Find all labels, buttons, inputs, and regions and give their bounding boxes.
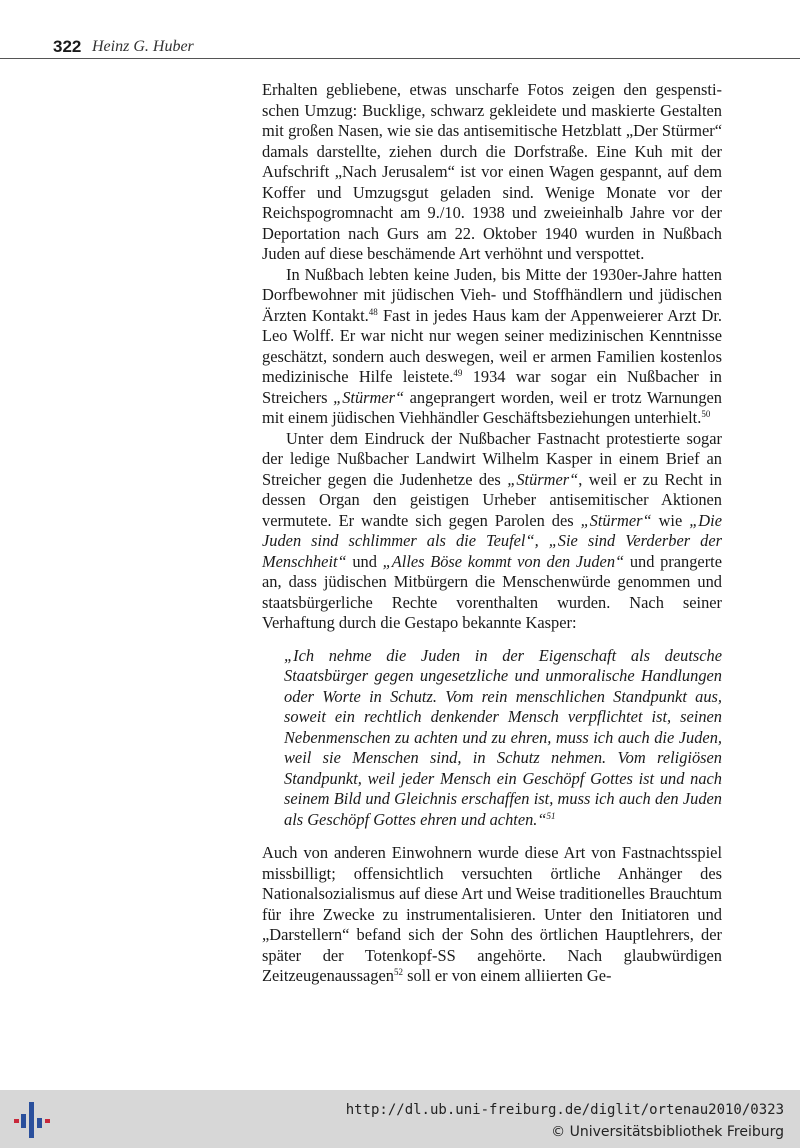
text-run: und bbox=[346, 551, 383, 571]
text-run: und prangerte an, dass jüdischen Mitbürgern die Menschenwürde genommen und staatsbürgerliche Rechte vorenthalten wurden. Nach seiner Verhaftung durch die Gestapo bekannte Kasper: bbox=[262, 551, 722, 632]
text-run: wie bbox=[651, 510, 690, 530]
italic-title: „Stürmer“ bbox=[333, 387, 405, 407]
italic-quote: „Die Juden sind schlimmer als die Teufel“, „Sie sind Verderber der Menschheit“ bbox=[262, 510, 722, 571]
paragraph-3 bbox=[262, 429, 722, 634]
paragraph-2 bbox=[262, 265, 722, 429]
source-url-link[interactable]: http://dl.ub.uni-freiburg.de/diglit/ortenau2010/0323 bbox=[345, 1102, 784, 1118]
body-text bbox=[262, 80, 722, 987]
paragraph-1: Erhalten gebliebene, etwas unscharfe Fotos zeigen den gespenstischen Umzug: Bucklige, schwarz gekleidete und maskierte Gestalten mit großen Nasen, wie sie das antisemitische Hetzblatt „Der Stürmer“ damals darstellte, ziehen durch die Dorfstraße. Eine Kuh mit der Aufschrift „Nach Jerusalem“ ist vor einen Wagen gespannt, auf dem Koffer und Umzugsgut geladen sind. Wenige Monate vor der Reichspogromnacht am 9./10. 1938 und zweieinhalb Jahre vor der Deportation nach Gurs am 22. Oktober 1940 wurden in Nußbach Juden auf diese beschämende Art verhöhnt und verspottet. bbox=[262, 80, 722, 263]
text-run: Fast in jedes Haus kam der Appenweierer Arzt Dr. Leo Wolff. Er war nicht nur wegen seiner medizinischen Kenntnisse geschätzt, sondern auch deswegen, weil er armen Familien kostenlos medizinische Hilfe leistete. bbox=[262, 305, 722, 386]
footnote-ref: 50 bbox=[701, 409, 711, 419]
text-run: Unter dem Eindruck der Nußbacher Fastnacht protestierte sogar der ledige Nußbacher Landwirt Wilhelm Kasper in einem Brief an Streicher gegen die Judenhetze des bbox=[262, 428, 722, 489]
block-quote bbox=[284, 646, 722, 831]
page-number: 322 bbox=[53, 37, 82, 56]
text-run: Auch von anderen Einwohnern wurde diese Art von Fastnachtsspiel missbilligt; offensichtlich versuchten örtliche Anhänger des Nationalsozialismus auf diese Art und Weise traditionelles Brauchtum für ihre Zwecke zu instrumentalisieren. Unter den Initiatoren und „Darstellern“ befand sich der Sohn des örtlichen Hauptlehrers, der später der Totenkopf-SS angehörte. Nach glaubwürdigen Zeitzeugenaussagen bbox=[262, 843, 722, 985]
text-run: 1934 war sogar ein Nußbacher in Streichers bbox=[262, 367, 722, 407]
italic-title: „Stürmer“ bbox=[507, 469, 579, 489]
footnote-ref: 51 bbox=[546, 810, 556, 821]
text-run: soll er von einem alliierten Ge- bbox=[402, 966, 612, 985]
footer-bar bbox=[0, 1090, 800, 1148]
copyright-notice: © Universitätsbibliothek Freiburg bbox=[551, 1124, 784, 1140]
italic-quote: „Alles Böse kommt von den Juden“ bbox=[382, 551, 625, 571]
text-run: , weil er zu Recht in dessen Organ den geistigen Urheber antisemitischer Aktionen vermutete. Er wandte sich gegen Parolen des bbox=[262, 469, 722, 530]
university-library-logo-icon bbox=[12, 1100, 52, 1140]
footnote-ref: 52 bbox=[393, 967, 403, 977]
paragraph-4 bbox=[262, 843, 722, 987]
text-run: angeprangert worden, weil er trotz Warnungen mit einem jüdischen Viehhändler Geschäftsbeziehungen unterhielt. bbox=[262, 387, 722, 427]
quote-text: „Ich nehme die Juden in der Eigenschaft als deutsche Staatsbürger gegen ungesetzliche und unmoralische Handlungen oder Worte in Schutz. Vom rein menschlichen Standpunkt aus, soweit ein rechtlich denkender Mensch verpflichtet ist, seinen Nebenmenschen zu achten und zu ehren, muss ich auch die Juden, weil sie Menschen sind, in Schutz nehmen. Vom religiösen Standpunkt, weil jeder Mensch ein Geschöpf Gottes ist und nach seinem Bild und Gleichnis erschaffen ist, muss ich auch den Juden als Geschöpf Gottes ehren und achten.“ bbox=[284, 645, 722, 829]
text-run: In Nußbach lebten keine Juden, bis Mitte der 1930er-Jahre hatten Dorfbewohner mit jüdischen Vieh- und Stoffhändlern und jüdischen Ärzten Kontakt. bbox=[262, 264, 722, 325]
running-head-author: Heinz G. Huber bbox=[92, 38, 194, 55]
italic-title: „Stürmer“ bbox=[580, 510, 652, 530]
page-header bbox=[0, 0, 800, 59]
footnote-ref: 49 bbox=[453, 368, 463, 378]
footnote-ref: 48 bbox=[368, 306, 378, 317]
